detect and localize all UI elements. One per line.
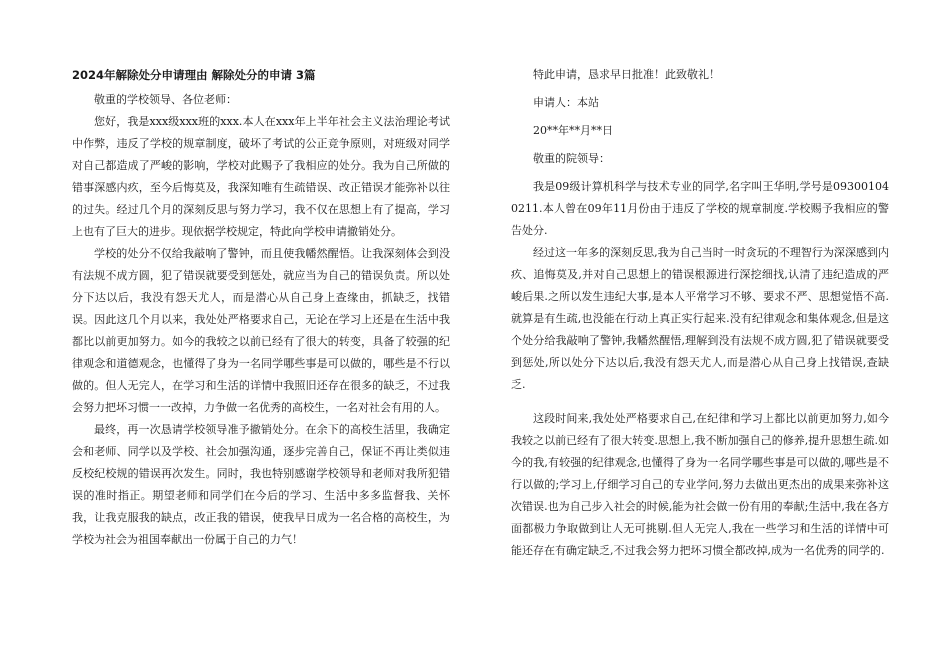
salutation-right: 敬重的院领导： <box>533 152 610 165</box>
applicant-line: 申请人：本站 <box>533 96 599 109</box>
left-column <box>72 64 450 551</box>
right-paragraph-1: 我是09级计算机科学与技术专业的同学,名字叫王华明,学号是093001040211.本人曾在09年11月份由于违反了学校的规章制度.学校赐予我相应的警告处分. <box>511 180 889 237</box>
left-paragraph-2: 学校的处分不仅给我敲响了警钟，而且使我幡然醒悟。让我深刻体会到没有法规不成方圆，犯了错误就要受到惩处，就应当为自己的错误负责。所以处分下达以后，我没有怨天尤人，而是潜心从自己身上查缘由，抓缺乏，找错误。因此这几个月以来，我处处严格要求自己，无论在学习上还是在生活中我都比以前更加努力。如今的我较之以前已经有了很大的转变，具备了较强的纪律观念和道德观念，也懂得了身为一名同学哪些事是可以做的，哪些是不行以做的。但人无完人，在学习和生活的详情中我照旧还存在很多的缺乏，不过我会努力把坏习惯一一改掉，力争做一名优秀的高校生，一名对社会有用的人。 <box>72 247 450 414</box>
date-line: 20**年**月**日 <box>533 124 613 137</box>
left-paragraph-1: 您好，我是xxx级xxx班的xxx.本人在xxx年上半年社会主义法治理论考试中作弊，违反了学校的规章制度，破坏了考试的公正竞争原则，对班级对同学对自己都造成了严峻的影响，学校对此赐予了我相应的处分。我为自己所做的错事深感内疚，至今后悔莫及，我深知唯有生疏错误、改正错误才能弥补以往的过失。经过几个月的深刻反思与努力学习，我不仅在思想上有了提高，学习上也有了巨大的进步。现依据学校规定，特此向学校申请撤销处分。 <box>72 115 450 238</box>
right-column <box>511 64 889 562</box>
salutation-left: 敬重的学校领导、各位老师： <box>94 93 237 106</box>
closing-line: 特此申请，恳求早日批准！此致敬礼！ <box>533 68 720 81</box>
right-paragraph-2: 经过这一年多的深刻反思,我为自己当时一时贪玩的不理智行为深深感到内疚、追悔莫及,并对自己思想上的错误根源进行深挖细找,认清了违纪造成的严峻后果.之所以发生违纪大事,是本人平常学习不够、要求不严、思想觉悟不高.就算是有生疏,也没能在行动上真正实行起来.没有纪律观念和集体观念,但是这个处分给我敲响了警钟,我幡然醒悟,理解到没有法规不成方圆,犯了错误就要受到惩处,所以处分下达以后,我没有怨天尤人,而是潜心从自己身上找错误,查缺乏. <box>511 246 889 391</box>
left-paragraph-3: 最终，再一次恳请学校领导准予撤销处分。在余下的高校生活里，我确定会和老师、同学以及学校、社会加强沟通，逐步完善自己，保证不再让类似违反校纪校规的错误再次发生。同时，我也特别感谢学校领导和老师对我所犯错误的准时指正。期望老师和同学们在今后的学习、生活中多多监督我、关怀我，让我克服我的缺点，改正我的错误，使我早日成为一名合格的高校生，为学校为社会为祖国奉献出一份属于自己的力气！ <box>72 423 450 546</box>
right-paragraph-3: 这段时间来,我处处严格要求自己,在纪律和学习上都比以前更加努力,如今我较之以前已经有了很大转变.思想上,我不断加强自己的修养,提升思想生疏.如今的我,有较强的纪律观念,也懂得了身为一名同学哪些事是可以做的,哪些是不行以做的;学习上,仔细学习自己的专业学问,努力去做出更杰出的成果来弥补这次错误.也为自己步入社会的时候,能为社会做一份有用的奉献;生活中,我在各方面都极力争取做到让人无可挑剔.但人无完人,我在一些学习和生活的详情中可能还存在有确定缺乏,不过我会努力把坏习惯全都改掉,成为一名优秀的同学的. <box>511 412 889 557</box>
document-title: 2024年解除处分申请理由 解除处分的申请 3篇 <box>72 68 316 82</box>
